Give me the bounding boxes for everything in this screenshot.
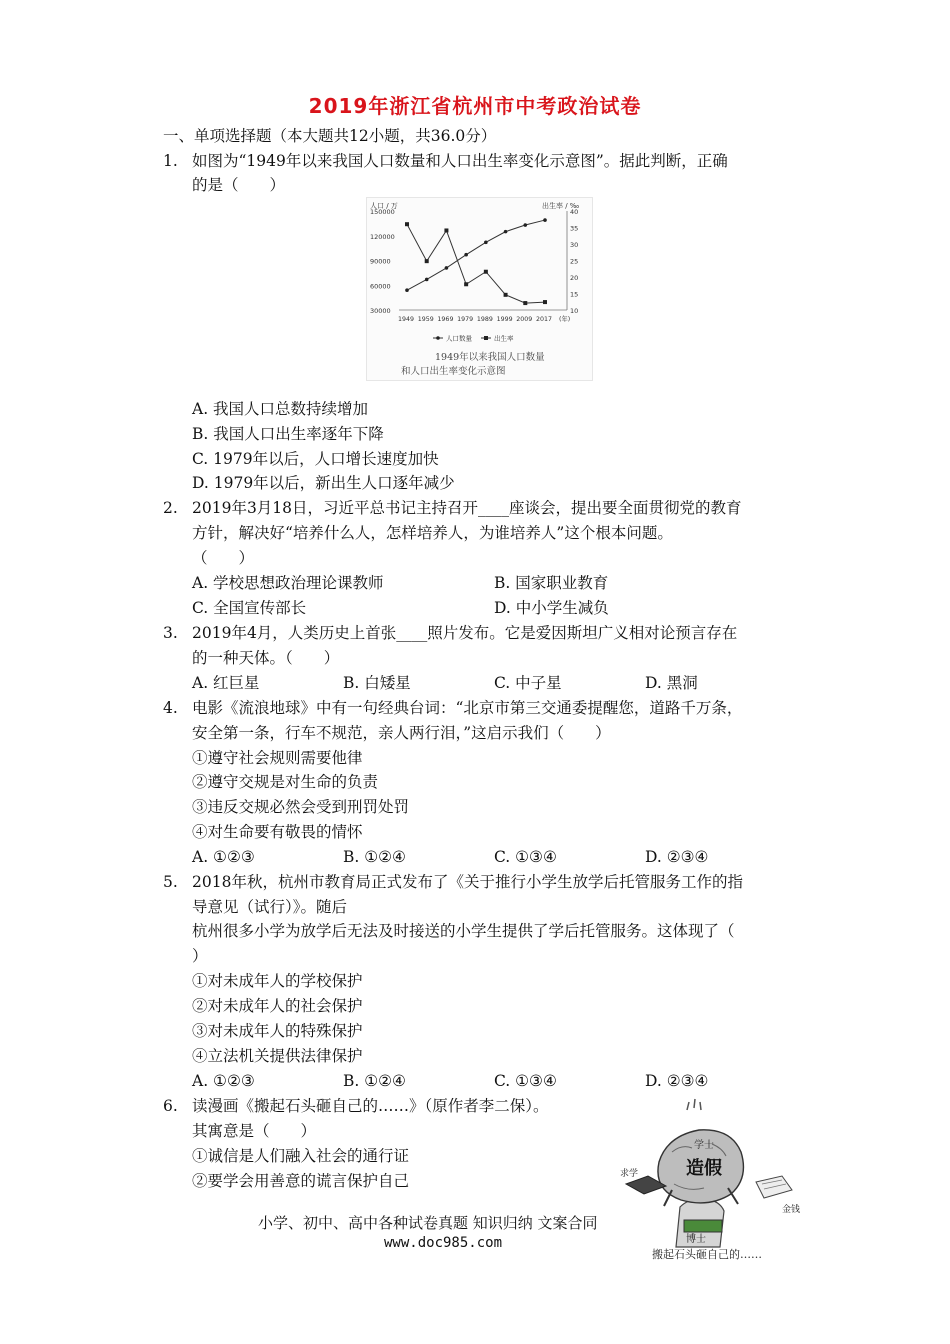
- option-a[interactable]: A. 学校思想政治理论课教师: [192, 574, 384, 592]
- population-point: [425, 278, 429, 282]
- statement-item: ②对未成年人的社会保护: [192, 997, 363, 1015]
- population-point: [484, 241, 488, 245]
- birthrate-point: [405, 222, 409, 226]
- option-b[interactable]: B. ①②④: [343, 848, 406, 866]
- y-right-tick-label: 25: [570, 257, 579, 266]
- option-c[interactable]: C. ①③④: [494, 848, 557, 866]
- population-chart: [366, 197, 593, 381]
- statement-item: ③违反交规必然会受到刑罚处罚: [192, 798, 410, 816]
- x-tick-label: 1949: [398, 316, 415, 323]
- chart-svg: [367, 198, 592, 380]
- statement-item: ①对未成年人的学校保护: [192, 972, 363, 990]
- x-tick-label: 1969: [437, 316, 454, 323]
- option-b[interactable]: B. 我国人口出生率逐年下降: [192, 425, 384, 443]
- option-a[interactable]: A. 红巨星: [192, 674, 260, 692]
- chart-caption: 和人口出生率变化示意图: [401, 366, 506, 377]
- cartoon-drawing: [614, 1092, 819, 1270]
- x-axis-unit: (年): [559, 316, 571, 323]
- section-heading: 一、单项选择题（本大题共12小题，共36.0分）: [163, 127, 497, 145]
- bottom-label: 博士: [686, 1234, 706, 1245]
- x-tick-label: 1999: [496, 316, 513, 323]
- birthrate-point: [444, 228, 448, 232]
- cartoon-image: [614, 1092, 819, 1270]
- footer-text: 小学、初中、高中各种试卷真题 知识归纳 文案合同: [258, 1214, 598, 1232]
- question-text: 杭州很多小学为放学后无法及时接送的小学生提供了学后托管服务。这体现了（: [192, 922, 735, 940]
- page-title: 2019年浙江省杭州市中考政治试卷: [308, 94, 642, 118]
- option-b[interactable]: B. ①②④: [343, 1072, 406, 1090]
- y-right-tick-label: 20: [570, 274, 579, 282]
- legend-label: 人口数量: [446, 334, 472, 343]
- x-tick-label: 1959: [417, 316, 434, 323]
- question-number: 3.: [163, 624, 178, 642]
- y-left-tick-label: 90000: [370, 257, 391, 266]
- stone-main-label: 造假: [686, 1158, 722, 1179]
- option-b[interactable]: B. 白矮星: [343, 674, 411, 692]
- statement-item: ①遵守社会规则需要他律: [192, 749, 363, 767]
- birthrate-point: [543, 300, 547, 304]
- question-text: 的一种天体。（ ）: [192, 649, 340, 667]
- y-right-axis-label: 出生率 / ‰: [542, 202, 580, 210]
- statement-item: ①诚信是人们融入社会的通行证: [192, 1147, 410, 1165]
- question-text: 2019年4月，人类历史上首张____照片发布。它是爱因斯坦广义相对论预言存在: [192, 624, 738, 642]
- motion-lines: [687, 1099, 701, 1110]
- statement-item: ②遵守交规是对生命的负责: [192, 773, 379, 791]
- option-b[interactable]: B. 国家职业教育: [494, 574, 609, 592]
- question-text: ）: [192, 947, 208, 965]
- x-tick-label: 2017: [536, 316, 553, 323]
- y-left-tick-label: 120000: [370, 232, 395, 241]
- birthrate-point: [425, 259, 429, 263]
- statement-item: ③对未成年人的特殊保护: [192, 1022, 363, 1040]
- option-a[interactable]: A. 我国人口总数持续增加: [192, 400, 369, 418]
- question-text: 方针，解决好“培养什么人，怎样培养人，为谁培养人”这个根本问题。: [192, 524, 673, 542]
- footer-url[interactable]: www.doc985.com: [384, 1235, 503, 1251]
- statement-item: ④对生命要有敬畏的情怀: [192, 823, 363, 841]
- birthrate-point: [484, 270, 488, 274]
- y-right-tick-label: 15: [570, 290, 579, 299]
- question-text: 安全第一条，行车不规范，亲人两行泪，”这启示我们（ ）: [192, 724, 611, 742]
- statement-item: ④立法机关提供法律保护: [192, 1047, 363, 1065]
- question-text: 读漫画《搬起石头砸自己的……》（原作者李二保）。: [192, 1097, 549, 1115]
- population-point: [405, 288, 409, 292]
- question-text: 2019年3月18日，习近平总书记主持召开____座谈会，提出要全面贯彻党的教育: [192, 499, 742, 517]
- legend-marker-birthrate: [484, 336, 488, 340]
- option-c[interactable]: C. 1979年以后，人口增长速度加快: [192, 450, 439, 468]
- option-a[interactable]: A. ①②③: [192, 848, 255, 866]
- option-c[interactable]: C. ①③④: [494, 1072, 557, 1090]
- question-number: 6.: [163, 1097, 178, 1115]
- question-text: 导意见（试行）》。随后: [192, 898, 348, 916]
- right-label: 金钱: [782, 1205, 801, 1215]
- chart-caption: 1949年以来我国人口数量: [435, 352, 545, 363]
- question-number: 2.: [163, 499, 178, 517]
- legend-label: 出生率: [494, 334, 514, 343]
- question-number: 4.: [163, 699, 178, 717]
- x-tick-label: 1979: [457, 316, 474, 323]
- population-point: [504, 230, 508, 234]
- question-text: （ ）: [192, 549, 255, 567]
- population-point: [445, 266, 449, 270]
- y-right-tick-label: 40: [570, 208, 579, 216]
- series-line-2: [407, 224, 545, 303]
- y-left-tick-label: 60000: [370, 282, 391, 291]
- figure-sash: [684, 1220, 722, 1232]
- y-right-tick-label: 30: [570, 241, 579, 249]
- stone-top-label: 学士: [694, 1140, 714, 1151]
- question-text: 如图为“1949年以来我国人口数量和人口出生率变化示意图”。据此判断，正确: [192, 152, 728, 170]
- birthrate-point: [504, 293, 508, 297]
- y-left-axis-label: 人口 / 万: [370, 202, 398, 210]
- population-point: [523, 223, 527, 227]
- option-d[interactable]: D. 中小学生减负: [494, 599, 609, 617]
- legend-marker-population: [436, 336, 440, 340]
- statement-item: ②要学会用善意的谎言保护自己: [192, 1172, 410, 1190]
- y-left-tick-label: 30000: [370, 307, 391, 315]
- question-text: 其寓意是（ ）: [192, 1122, 317, 1140]
- question-number: 5.: [163, 873, 178, 891]
- question-text: 2018年秋，杭州市教育局正式发布了《关于推行小学生放学后托管服务工作的指: [192, 873, 743, 891]
- population-point: [543, 218, 547, 222]
- option-d[interactable]: D. 1979年以后，新出生人口逐年减少: [192, 474, 455, 492]
- option-a[interactable]: A. ①②③: [192, 1072, 255, 1090]
- option-d[interactable]: D. 黑洞: [645, 674, 698, 692]
- option-c[interactable]: C. 中子星: [494, 674, 562, 692]
- x-tick-label: 1989: [476, 316, 493, 323]
- y-right-tick-label: 10: [570, 307, 579, 315]
- question-text: 的是（ ）: [192, 176, 286, 194]
- option-d[interactable]: D. ②③④: [645, 1072, 709, 1090]
- birthrate-point: [464, 282, 468, 286]
- x-tick-label: 2009: [516, 316, 533, 323]
- birthrate-point: [523, 301, 527, 305]
- option-c[interactable]: C. 全国宣传部长: [192, 599, 307, 617]
- option-d[interactable]: D. ②③④: [645, 848, 709, 866]
- cartoon-caption: 搬起石头砸自己的……: [652, 1248, 762, 1261]
- y-right-tick-label: 35: [570, 224, 579, 233]
- left-label: 求学: [620, 1169, 639, 1179]
- y-left-tick-label: 150000: [370, 208, 395, 216]
- question-text: 电影《流浪地球》中有一句经典台词：“北京市第三交通委提醒您，道路千万条，: [192, 699, 743, 717]
- question-number: 1.: [163, 152, 178, 170]
- population-point: [464, 253, 468, 257]
